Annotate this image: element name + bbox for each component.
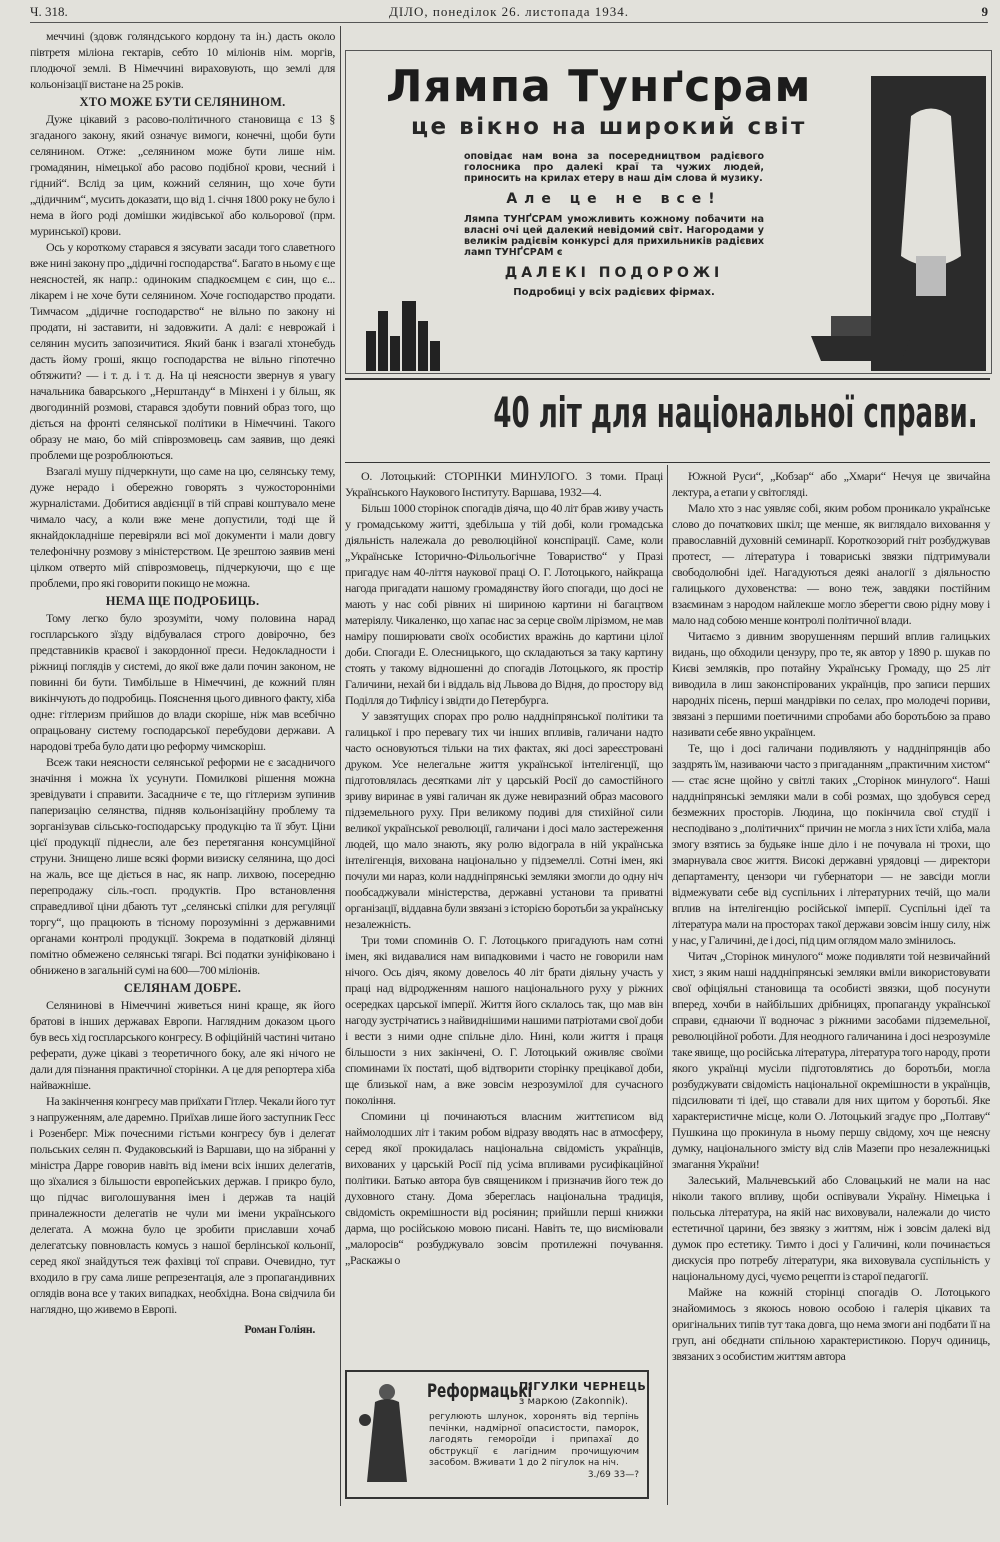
paragraph: Ось у короткому старався я зясувати засади того славетного вже нині закону про „дідичні господарства“. Багато в ньому є ще неясностей, як напр.: одиноким спадкоємцем є син, що є... лікарем і не хоче бути селянином. Хоче господарство продати. Тимчасом „дідичне господарство“ не вільно по закону ні продати, ні заставити, ні задовжити. А далі: є неврожай і селянин мусить запозичитися. Який банк і взагалі хтонебудь дасть йому гроші, якщо господарства не вільно гіпотечно обтяжити? — і т. д. і т. д. На ці неясности звернув я увагу начальника баварського „Нерштанду“ в Мінхені і у більш, як двогодинній розмові, старався здобути повний образ того, що діється на фронті селянської політики в Німеччині. Такого образу не маю, бо мій співрозмовець сам заявив, що деякі проблеми ще розроблюються. — [30, 240, 335, 462]
article-column-1 — [30, 28, 335, 1337]
section-divider — [345, 378, 990, 380]
page-header — [30, 4, 988, 23]
paragraph: Більш 1000 сторінок спогадів діяча, що 40 літ брав живу участь у громадському житті, здебільша у тій добі, коли громадська діяльність належала до революційної конспірації. Саме, коли „Українське Історично-Фільольогічне Товариство“ у Празі пригадує нам 40-ліття наукової праці О. Г. Лотоцького, найкраща нагода пригадати нашому громадянству його спогади, що досі не мають у нас собі рівних ні шириною картини ні багацтвом матеріялу. Чикаленко, що хапає нас за серце своїм лірізмом, не мав наміру поширювати своїх особистих вражінь до картини цілої доби. Спогади Е. Олесницького, що складаються за таку картину стоять у такому відношенні до спогадів Лотоцького, як простір Галичини, нехай би і віддаль від Львова до Відня, до простору від Поділля до Тифлісу і звідти до Петербурга. — [345, 501, 663, 707]
section-heading: ХТО МОЖЕ БУТИ СЕЛЯНИНОМ. — [79, 95, 286, 109]
ad-text-block — [464, 151, 764, 298]
ad-title: Лямпа Тунґсрам — [386, 61, 812, 112]
paragraph: Майже на кожній сторінці спогадів О. Лотоцького знайомимось з якоюсь новою особою і галерія цікавих та оригінальних типів тут така довга, що нема змоги ані подбати її на груп, ані обєднати спільною характеристикою. Поруч одиниць, звязаних з особистим життям автора — [672, 1285, 990, 1363]
paragraph: У завзятущих спорах про ролю наддніпрянської політики та галицької і про перевагу тих чи інших впливів, галичани надто часто основуються тільки на тих фактах, які досі зареєстровані друком. Усе нелегальне життя української інтелігенції, що підготовлялась десятками літ у царській Росії до самостійного зриву виринає в уяві галичан як дуже невиразний образ масового підземельного руху. При великому подиві для стихійної сили великої української революції, галичани і досі мало застереження людей, що мало знають, яку ролю відограла в ній українська інтелігенція, вихована національно у підземеллі. Сотні імен, які почули ми нараз, коли наддніпрянські земляки змогли до одну ніч пообсаджували міністерства, державні установи та приватні організації, віддавна були звязані з історією боротьби за українську незалежність. — [345, 709, 663, 931]
issue-number: Ч. 318. — [30, 4, 68, 19]
ad-footnote: Подробиці у всіх радієвих фірмах. — [513, 287, 715, 298]
pills-product: ПІГУЛКИ ЧЕРНЕЦЬ — [519, 1380, 647, 1393]
pills-advertisement — [345, 1370, 649, 1499]
paragraph: Селянинові в Німеччині живеться нині краще, як його братові в інших державах Европи. Наглядним доказом цього був весь хід госпларського конгресу. В офіційній частині читано реферати, дуже цікаві з теоретичного боку, але які нічого не дали для пізнання практичної сторінки. А це для репортера хіба найважніше. — [30, 998, 335, 1092]
newspaper-date-line: ДІЛО, понеділок 26. листопада 1934. — [388, 4, 630, 19]
author-signature: Роман Голіян. — [244, 1322, 315, 1336]
ad-exclamation: Але це не все! — [506, 191, 722, 207]
paragraph: Дуже цікавий з расово-політичного становища є 13 § згаданого закону, який означує вимоги, конечні, щоби бути селянином. Отже: „селянином може бути лише нім. громадянин, німецької або расово подібної крови, чесний і гідний“. Вслід за цим, кожний селянин, що хоче бути „дідичним“, мусить доказати, що від 1. січня 1800 року не було і нема в його роді домішки жидівської або кольорової (прм. муринської) крови. — [30, 112, 335, 238]
tungsram-advertisement — [345, 50, 992, 374]
city-skyline-icon — [366, 291, 446, 371]
paragraph: Читаємо з дивним зворушенням перший вплив галицьких видань, що обходили цензуру, про те, як автор у 1890 р. шукав по Києві земляків, про потайну Українську Громаду, що 25 літ виводила в лиш законспірованих українців, про записи перших народніх пісень, перші мандрівки по селах, про молодечі пориви, звязані з першими поетичними спробами або боротьбою за право називати себе явно українцем. — [672, 629, 990, 739]
paragraph: меччині (здовж голяндського кордону та ін.) дасть около півтретя міліона гектарів, себто 10 міліонів нім. моргів, плодючої землі. В Німеччині вираховують, що землі для кольонізації вистане на 25 років. — [30, 29, 335, 91]
radio-lamp-icon — [811, 76, 986, 371]
pills-description: регулюють шлунок, хоронять від терпінь печінки, надмірної опасистости, паморок, лагодять гемороїди і припахаї до обструкції є лагідним прочищуючим засобом. Вживати 1 до 2 пігулок на ніч. — [429, 1412, 639, 1468]
paragraph: Читач „Сторінок минулого“ може подивляти той незвичайний хист, з яким наші наддніпрянські земляки вміли використовувати свої офіціяльні становища та особисті звязки, щоб посунути вперед, хочби в найбільших дрібницях, пропаганду української справи, єднаючи її водночас з ріжними засобами підземельної, революційної роботи. Для неодного галичанина і досі незрозуміле таке явище, що російська література, література того народу, проти якого українці мусіли підготовлятись до боротьби, могла розбуджувати свідомість національної окремішности в українців, підсилювати ті ідеї, що ставали для них щитом у боротьбі. Яке характеристичне місце, коли О. Лотоцький згадує про „Полтаву“ Пушкина що прокинула в ньому першу свідому, хоч ще неясну думку, національного змісту від слів Мазепи про незалежницькі змагання України! — [672, 949, 990, 1171]
pills-mark: з маркою (Zakonnik). — [519, 1396, 629, 1407]
pills-text-block — [429, 1412, 639, 1481]
column-divider — [667, 465, 668, 1505]
section-heading: НЕМА ЩЕ ПОДРОБИЦЬ. — [105, 594, 260, 608]
page-number: 9 — [981, 4, 988, 19]
paragraph: Спомини ці починаються власним життєписом від наймолодших літ і таким робом відразу вводять нас в атмосферу, серед якої прокидалась національна свідомість українців, вихованих у царській Росії під усіма впливами русифікаційної політики. Батько автора був священиком і призначив його теж до духовного стану. Дома збереглась національна традиція, свідомість окремішности від росіянин; прийшли перші книжки дарма, що російською мовою писані. Навіть те, що висміювали „малоросів“ розбуджувало зовсім протилежні почування. „Раскажы о — [345, 1109, 663, 1267]
paragraph: Залеський, Мальчевський або Словацький не мали на нас ніколи такого впливу, щоби оспівували Україну. Німецька і польська література, на якій нас виховували, належали до чисто естетичної царини, без звязку з життям, ніж і зовсім далекі від думок про естетику. Тимто і досі у Галичині, коли починається дискусія про потребу літератури, яка виховувала суспільність у національному дусі, чуємо рецепти із старої педагогії. — [672, 1173, 990, 1283]
paragraph: Те, що і досі галичани подивляють у наддніпрянців або заздрять їм, називаючи часто з пригаданням „практичним хистом“ — стає ясне щойно у світлі таких „Сторінок минулого“. Наші наддніпрянські земляки мали в собі розмах, що здобувся серед безмежних просторів. Людина, що покінчила свої студії і несподівано з „політичних“ причин не могла з них їсти хліба, мала змогу взятись за будьяке інше діло і не почувала ні трохи, що змарнувала своє життя. Високі державні урядовці — директори департаменту, цензори чи губернатори — не завсіди могли відмежувати себе від суспільних і літературних течій, що мали вплив на інтелігенцію російської імперії. Суспільні ідеї та література мали на просторах такої держави зовсім іншу силу, ніж у нас, у Галичині, де і досі, під цим оглядом мало змінилось. — [672, 741, 990, 947]
paragraph: Три томи споминів О. Г. Лотоцького пригадують нам сотні імен, які видавалися нам випадковими і часто не говорили нам нічого. Ось діяч, якому довелось 40 літ брати діяльну участь у праці над відродженням нашого національного руху у ріжних осередках царської імперії. Життя його склалось так, що мав він нагоду зустрічатись з найвиднішими нашими патріотами свої доби і вести з ними одне спільне діло. Нині, коли життя і праця більшости з них закінчені, О. Г. Лотоцький оживляє своїми споминами їх постаті, щоб відтворити сторінку прецікавої доби, ще близької нам, а вже зовсім незрозумілої для сучасного покоління. — [345, 933, 663, 1107]
article-column-3 — [672, 468, 990, 1364]
monk-figure-icon — [355, 1380, 420, 1490]
article-headline — [345, 388, 990, 437]
headline-text: 40 літ для національної справи. — [493, 388, 978, 437]
section-divider — [345, 462, 990, 463]
ad-body-text-2: Лямпа ТУНҐСРАМ уможливить кожному побачити на власні очі цей далекий невідомий світ. Нагородами у великім радієвім конкурсі для прихильників радієвих ламп ТУНҐСРАМ є — [464, 214, 764, 258]
paragraph: На закінчення конгресу мав приїхати Гітлер. Чекали його тут з напруженням, але даремно. Приїхав лише його заступник Гесс і Розенберг. Між почесними гістьми конгресу був і делегат польських селян п. Фудаковський із Варшави, що на зібранні у міністра Дарре говорив навіть від імени всіх інших делегатів, що зїхалися з більшости европейських держав. І прикро було, що підчас виголошування імен і держав та націй приналежности делегатів не чули ми імени українського делегата. А можна було це зробити приславши хочаб делегатську повновласть комусь з нашої берлінської кольонії, серед якої знайдуться теж фахівці тої справи. Очевидно, тут входило в гру сама лише репрезентація, але з пропагандивних оглядів вона все у таких випадках, необхідна. Вона свідчила би наглядно, що живемо в Европі. — [30, 1094, 335, 1316]
column-divider — [340, 26, 341, 1506]
ad-body-text: оповідає нам вона за посередництвом радієвого голосника про далекі краї та чужих людей, приносить на крилах етеру в наш дім слова й музику. — [464, 151, 764, 184]
pills-brand: Реформацькі — [427, 1380, 533, 1402]
section-heading: СЕЛЯНАМ ДОБРЕ. — [123, 981, 242, 995]
paragraph: Взагалі мушу підчеркнути, що саме на цю, селянську тему, дуже нерадо і обережно говорять з чужосторонніми журналістами. Добитися авдієнції в тій справі коштувало мене чимало часу, а коли вже мене допустили, тоді ще й якнайдокладніше перевіряли всі мої документи і мали довгу телефонічну розмову з міністерством. Це зрештою заявив мені цілком отверто мій співрозмовець, підчеркуючи, що є ще проблеми, про які говорити покищо не можна. — [30, 464, 335, 590]
ad-code: 3./69 33—? — [587, 1469, 639, 1480]
paragraph: О. Лотоцький: СТОРІНКИ МИНУЛОГО. З томи. Праці Українського Наукового Інституту. Варшава, 1932—4. — [345, 469, 663, 499]
paragraph: Южной Руси“, „Кобзар“ або „Хмари“ Нечуя це звичайна лектура, а етапи у світогляді. — [672, 469, 990, 499]
paragraph: Всеж таки неясности селянської реформи не є засадничого значіння і можна їх усунути. Помилкові рішення можна зревідувати і справити. Засадниче є те, що гітлеризм зупинив паперизацію селянства, підняв кольонізаційну проблему та зорганізував сільсько-господарську продукцію та її збут. Ціни цієї продукції піднесли, але без перетягання консумційної струни. Знищено лише всякі форми визиску селянина, що досі на жаль, все ще діється в нас, як напр. лихвою, посередню перепродажу сіль.-госп. продуктів. Про встановлення справедливої ціни дбають тут „селянські спілки для регуляції торгу“, що працюють в тісному порозумінні з державними органами контролі продукції. Зокрема в податковій ділянці помітно обмежено селянські тягарі. Всі податки зуніфіковано і обнижено в загальній сумі на 600—700 міліонів. — [30, 755, 335, 977]
paragraph: Тому легко було зрозуміти, чому половина нарад госпларського зїзду відбувалася строго довірочно, без представників краєвої і закордонної преси. Недокладности і ріжниці поглядів у системі, до якої вже дали почин законом, не повинні би бути. Тимбільше в Німеччині, де кожний плян викінчують до подробиць. Пояснення цього дивного факту, хіба одне: гітлеризм прийшов до влади скоріше, ніж мав всебічно опрацьовану систему господарської перебудови держави. А народові треба було дати цю реформу чимскоріш. — [30, 611, 335, 753]
ad-subtitle: це вікно на широкий світ — [411, 114, 807, 140]
ad-prize: ДАЛЕКІ ПОДОРОЖІ — [504, 265, 724, 281]
paragraph: Мало хто з нас уявляє собі, яким робом проникало українське слово до початкових шкіл; ще менше, як виглядало виховання у православній духовній семинарії. Короткозорий гніт розбуджував протест, — література і товариські звязки підтримували свободолюбні ідеї. Нагадуються деякі аналогії з діяльностю галицького духовенства: — воно теж, завдяки постійним взаєминам з народом найлекше могло зберегти свою рідну мову і мало над собою менше контролі політичної влади. — [672, 501, 990, 627]
article-column-2 — [345, 468, 663, 1268]
